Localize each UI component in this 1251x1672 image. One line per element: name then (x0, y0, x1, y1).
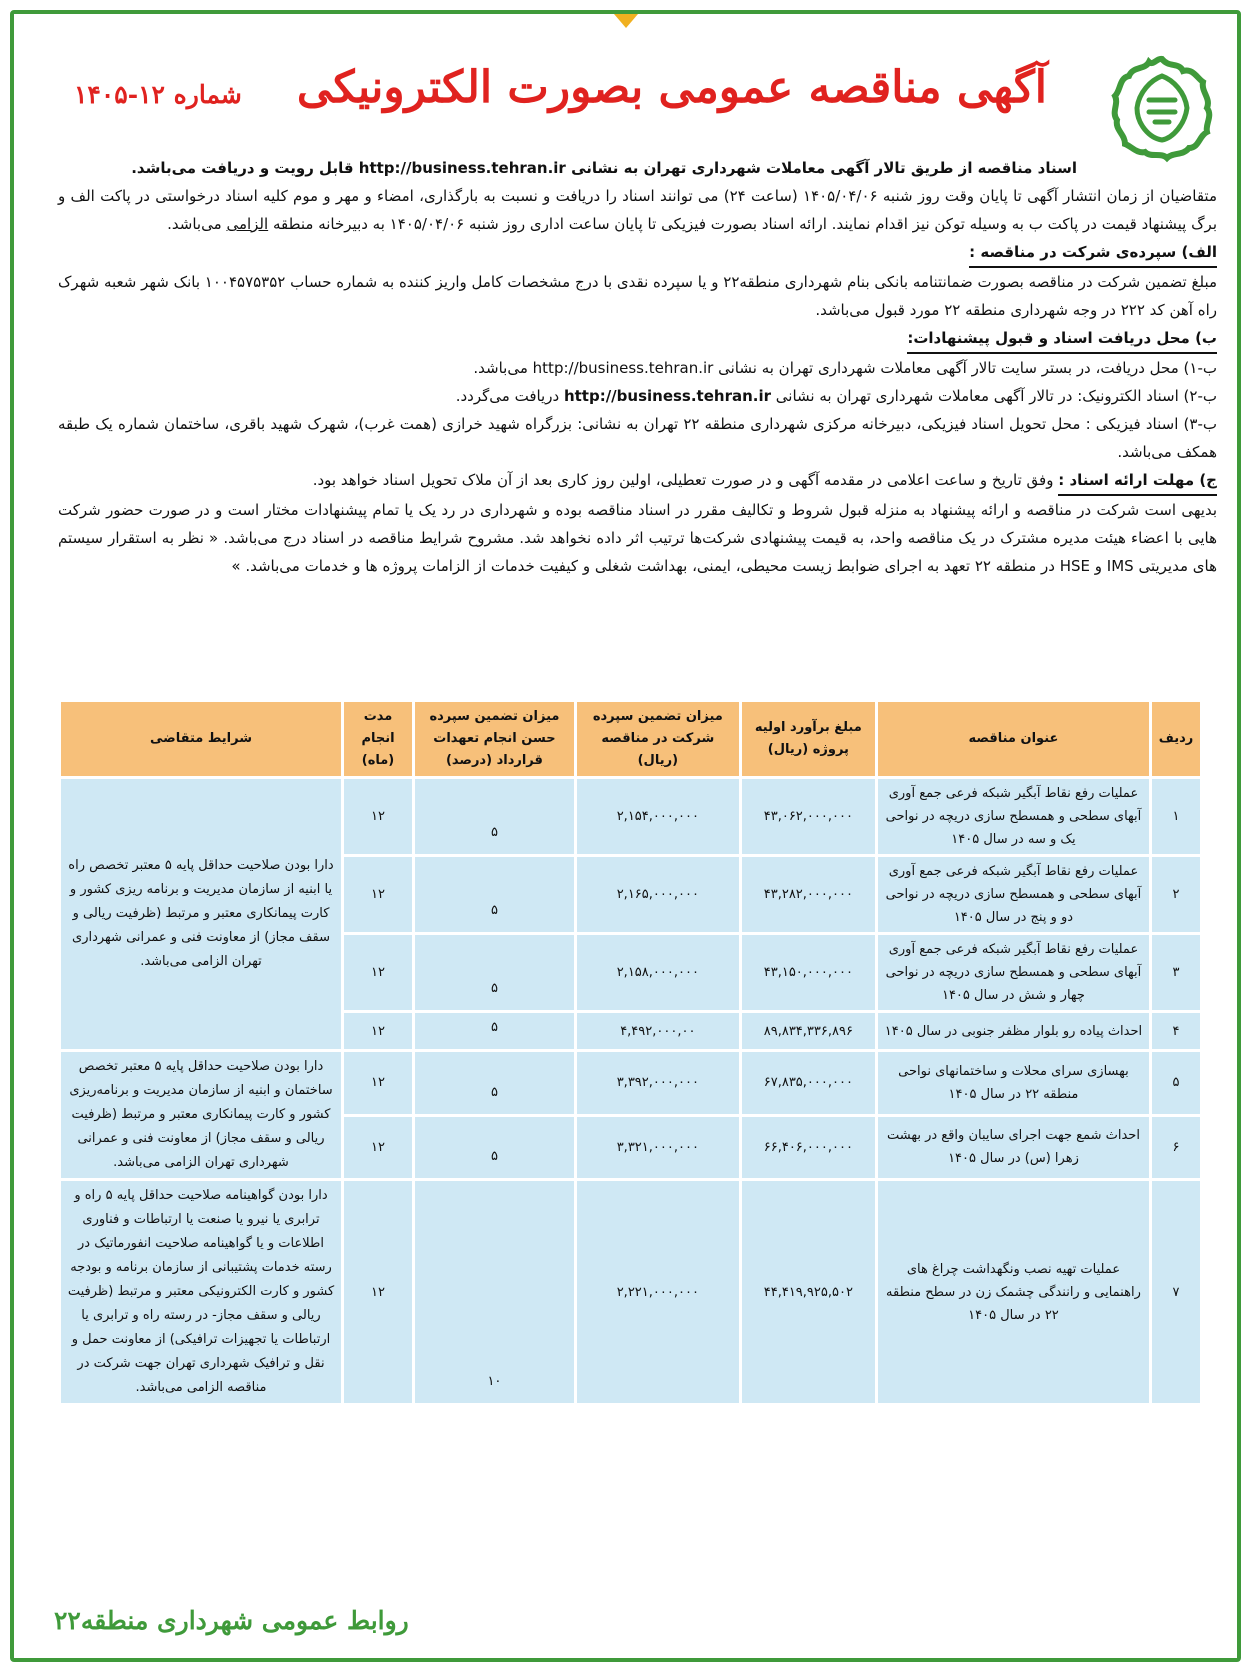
row-deposit: ۲,۲۲۱,۰۰۰,۰۰۰ (577, 1181, 739, 1403)
header (34, 54, 1217, 144)
section-c-paragraph: بدیهی است شرکت در مناقصه و ارائه پیشنهاد به منزله قبول شروط و تکالیف مقرر در اسناد مناقصه بوده و شهرداری در رد یک یا تمام پیشنهادات مختار است و در صورت حضور شرکت هایی با اعضاء هیئت مدیره مشترک در یک مناقصه واحد، به قیمت پیشنهادی شرکت‌ها ترتیب اثر داده نخواهد شد. مشروح شرایط مناقصه در اسناد درج می‌باشد. « نظر به استقرار سیستم های مدیریتی IMS و HSE در منطقه ۲۲ تعهد به اجرای ضوابط زیست محیطی، ایمنی، بهداشت شغلی و کیفیت خدمات از الزامات پروژه ها و خدمات می‌باشد. » (58, 501, 1217, 575)
header-estimate: مبلغ برآورد اولیه پروژه (ریال) (742, 702, 875, 776)
row-duration: ۱۲ (344, 857, 412, 932)
row-estimate: ۶۶,۴۰۶,۰۰۰,۰۰۰ (742, 1117, 875, 1179)
table-row (61, 779, 1200, 854)
row-estimate: ۴۳,۲۸۲,۰۰۰,۰۰۰ (742, 857, 875, 932)
row-deposit: ۲,۱۵۴,۰۰۰,۰۰۰ (577, 779, 739, 854)
section-c (58, 466, 1217, 580)
row-deposit: ۲,۱۵۸,۰۰۰,۰۰۰ (577, 935, 739, 1010)
section-b2-text: ب-۲) اسناد الکترونیک: در تالار آگهی معاملات شهرداری تهران به نشانی (775, 387, 1217, 405)
section-b-heading: ب) محل دریافت اسناد و قبول پیشنهادات: (907, 324, 1217, 354)
row-estimate: ۴۴,۴۱۹,۹۲۵,۵۰۲ (742, 1181, 875, 1403)
section-b2 (58, 382, 1217, 410)
footer-signature: روابط عمومی شهرداری منطقه۲۲ (54, 1606, 409, 1635)
header-title: عنوان مناقصه (878, 702, 1149, 776)
row-duration: ۱۲ (344, 1181, 412, 1403)
tender-table (58, 699, 1203, 1406)
row-title: احداث شمع جهت اجرای سایبان واقع در بهشت زهرا (س) در سال ۱۴۰۵ (878, 1117, 1149, 1179)
row-conditions: دارا بودن صلاحیت حداقل پایه ۵ معتبر تخصص ساختمان و ابنیه از سازمان مدیریت و برنامه‌ریزی کشور و کارت پیمانکاری معتبر و مرتبط (ظرفیت ریالی و سقف مجاز) از معاونت فنی و عمرانی شهرداری تهران الزامی می‌باشد. (61, 1052, 341, 1178)
row-guarantee: ۵ (415, 779, 574, 854)
row-conditions: دارا بودن صلاحیت حداقل پایه ۵ معتبر تخصص راه یا ابنیه از سازمان مدیریت و برنامه ریزی کشور و کارت پیمانکاری معتبر و مرتبط (ظرفیت ریالی و سقف مجاز) از معاونت فنی و عمرانی شهرداری تهران الزامی می‌باشد. (61, 779, 341, 1049)
row-duration: ۱۲ (344, 935, 412, 1010)
top-notch-icon (614, 14, 638, 28)
row-guarantee: ۵ (415, 1117, 574, 1179)
row-number: ۲ (1152, 857, 1200, 932)
notice-body (58, 154, 1218, 580)
row-title: عملیات تهیه نصب ونگهداشت چراغ های راهنمایی و رانندگی چشمک زن در سطح منطقه ۲۲ در سال ۱۴۰۵ (878, 1181, 1149, 1403)
intro-line-2 (58, 182, 1217, 238)
header-row-number: ردیف (1152, 702, 1200, 776)
row-deposit: ۴,۴۹۲,۰۰۰,۰۰ (577, 1013, 739, 1049)
row-estimate: ۴۳,۱۵۰,۰۰۰,۰۰۰ (742, 935, 875, 1010)
intro-line-2-underlined: الزامی (226, 215, 269, 233)
row-number: ۱ (1152, 779, 1200, 854)
row-deposit: ۳,۳۲۱,۰۰۰,۰۰۰ (577, 1117, 739, 1179)
header-conditions: شرایط متقاضی (61, 702, 341, 776)
row-conditions: دارا بودن گواهینامه صلاحیت حداقل پایه ۵ راه و ترابری یا نیرو یا صنعت یا ارتباطات و فناوری اطلاعات و یا گواهینامه صلاحیت انفورماتیک در رسته خدمات پشتیبانی از سازمان برنامه و بودجه کشور و کارت الکترونیکی معتبر و مرتبط (ظرفیت ریالی و سقف مجاز- در رسته راه و ترابری یا ارتباطات یا تجهیزات ترافیکی) از معاونت حمل و نقل و ترافیک شهرداری تهران جهت شرکت در مناقصه الزامی می‌باشد. (61, 1181, 341, 1403)
row-title: بهسازی سرای محلات و ساختمانهای نواحی منطقه ۲۲ در سال ۱۴۰۵ (878, 1052, 1149, 1114)
row-title: احداث پیاده رو بلوار مظفر جنوبی در سال ۱۴۰۵ (878, 1013, 1149, 1049)
section-b1: ب-۱) محل دریافت، در بستر سایت تالار آگهی معاملات شهرداری تهران به نشانی http://business.tehran.ir می‌باشد. (473, 359, 1217, 377)
notice-frame (10, 10, 1241, 1662)
section-c-heading: ج) مهلت ارائه اسناد : (1058, 466, 1217, 496)
section-b (58, 324, 1217, 466)
row-deposit: ۳,۳۹۲,۰۰۰,۰۰۰ (577, 1052, 739, 1114)
row-duration: ۱۲ (344, 1052, 412, 1114)
table-row (61, 1052, 1200, 1114)
header-duration: مدت انجام (ماه) (344, 702, 412, 776)
row-guarantee: ۵ (415, 935, 574, 1010)
table-header-row (61, 702, 1200, 776)
row-title: عملیات رفع نقاط آبگیر شبکه فرعی جمع آوری آبهای سطحی و همسطح سازی دریچه در نواحی دو و پنج در سال ۱۴۰۵ (878, 857, 1149, 932)
row-number: ۴ (1152, 1013, 1200, 1049)
section-a-heading: الف) سپرده‌ی شرکت در مناقصه : (969, 238, 1217, 268)
row-duration: ۱۲ (344, 1013, 412, 1049)
row-title: عملیات رفع نقاط آبگیر شبکه فرعی جمع آوری آبهای سطحی و همسطح سازی دریچه در نواحی چهار و شش در سال ۱۴۰۵ (878, 935, 1149, 1010)
row-number: ۳ (1152, 935, 1200, 1010)
header-deposit: میزان تضمین سپرده شرکت در مناقصه (ریال) (577, 702, 739, 776)
tehran-municipality-logo (1107, 54, 1217, 164)
section-b3: ب-۳) اسناد فیزیکی : محل تحویل اسناد فیزیکی، دبیرخانه مرکزی شهرداری منطقه ۲۲ تهران به نشانی: بزرگراه شهید خرازی (همت غرب)، شهرک شهید باقری، ساختمان شماره یک طبقه همکف می‌باشد. (58, 415, 1217, 461)
intro-line-2-end: می‌باشد. (167, 215, 222, 233)
section-c-text: وفق تاریخ و ساعت اعلامی در مقدمه آگهی و در صورت تعطیلی، اولین روز کاری بعد از آن ملاک تحویل اسناد خواهد بود. (312, 471, 1054, 489)
row-estimate: ۶۷,۸۳۵,۰۰۰,۰۰۰ (742, 1052, 875, 1114)
table-row (61, 1181, 1200, 1403)
section-a (58, 238, 1217, 324)
notice-number: شماره ۱۲-۱۴۰۵ (74, 80, 242, 109)
row-duration: ۱۲ (344, 1117, 412, 1179)
row-guarantee: ۵ (415, 1013, 574, 1049)
intro-line-2-text: متقاضیان از زمان انتشار آگهی تا پایان وقت روز شنبه ۱۴۰۵/۰۴/۰۶ (ساعت ۲۴) می توانند اسناد را دریافت و نسبت به بارگذاری، امضاء و مهر و موم کلیه اسناد درخواستی در پاکت الف و برگ پیشنهاد قیمت در پاکت ب به وسیله توکن نیز اقدام نمایند. ارائه اسناد بصورت فیزیکی تا پایان ساعت اداری روز شنبه ۱۴۰۵/۰۴/۰۶ به دبیرخانه منطقه (58, 187, 1217, 233)
row-number: ۶ (1152, 1117, 1200, 1179)
row-title: عملیات رفع نقاط آبگیر شبکه فرعی جمع آوری آبهای سطحی و همسطح سازی دریچه در نواحی یک و سه در سال ۱۴۰۵ (878, 779, 1149, 854)
row-number: ۷ (1152, 1181, 1200, 1403)
row-deposit: ۲,۱۶۵,۰۰۰,۰۰۰ (577, 857, 739, 932)
row-duration: ۱۲ (344, 779, 412, 854)
intro-line-1: اسناد مناقصه از طریق تالار آگهی معاملات شهرداری تهران به نشانی http://business.tehran.ir قابل رویت و دریافت می‌باشد. (131, 159, 1077, 177)
section-b2-end: دریافت می‌گردد. (455, 387, 560, 405)
section-a-text: مبلغ تضمین شرکت در مناقصه بصورت ضمانتنامه بانکی بنام شهرداری منطقه۲۲ و یا سپرده نقدی با درج مشخصات کامل واریز کننده به شماره حساب ۱۰۰۴۵۷۵۳۵۲ بانک شهر شعبه شهرک راه آهن کد ۲۲۲ در وجه شهرداری منطقه ۲۲ مورد قبول می‌باشد. (58, 273, 1218, 319)
header-guarantee: میزان تضمین سپرده حسن انجام تعهدات قرارداد (درصد) (415, 702, 574, 776)
row-estimate: ۴۳,۰۶۲,۰۰۰,۰۰۰ (742, 779, 875, 854)
page-title: آگهی مناقصه عمومی بصورت الکترونیکی (296, 62, 1047, 113)
row-guarantee: ۵ (415, 1052, 574, 1114)
row-guarantee: ۵ (415, 857, 574, 932)
row-number: ۵ (1152, 1052, 1200, 1114)
row-guarantee: ۱۰ (415, 1181, 574, 1403)
row-estimate: ۸۹,۸۳۴,۳۳۶,۸۹۶ (742, 1013, 875, 1049)
section-b2-url: http://business.tehran.ir (563, 387, 772, 405)
